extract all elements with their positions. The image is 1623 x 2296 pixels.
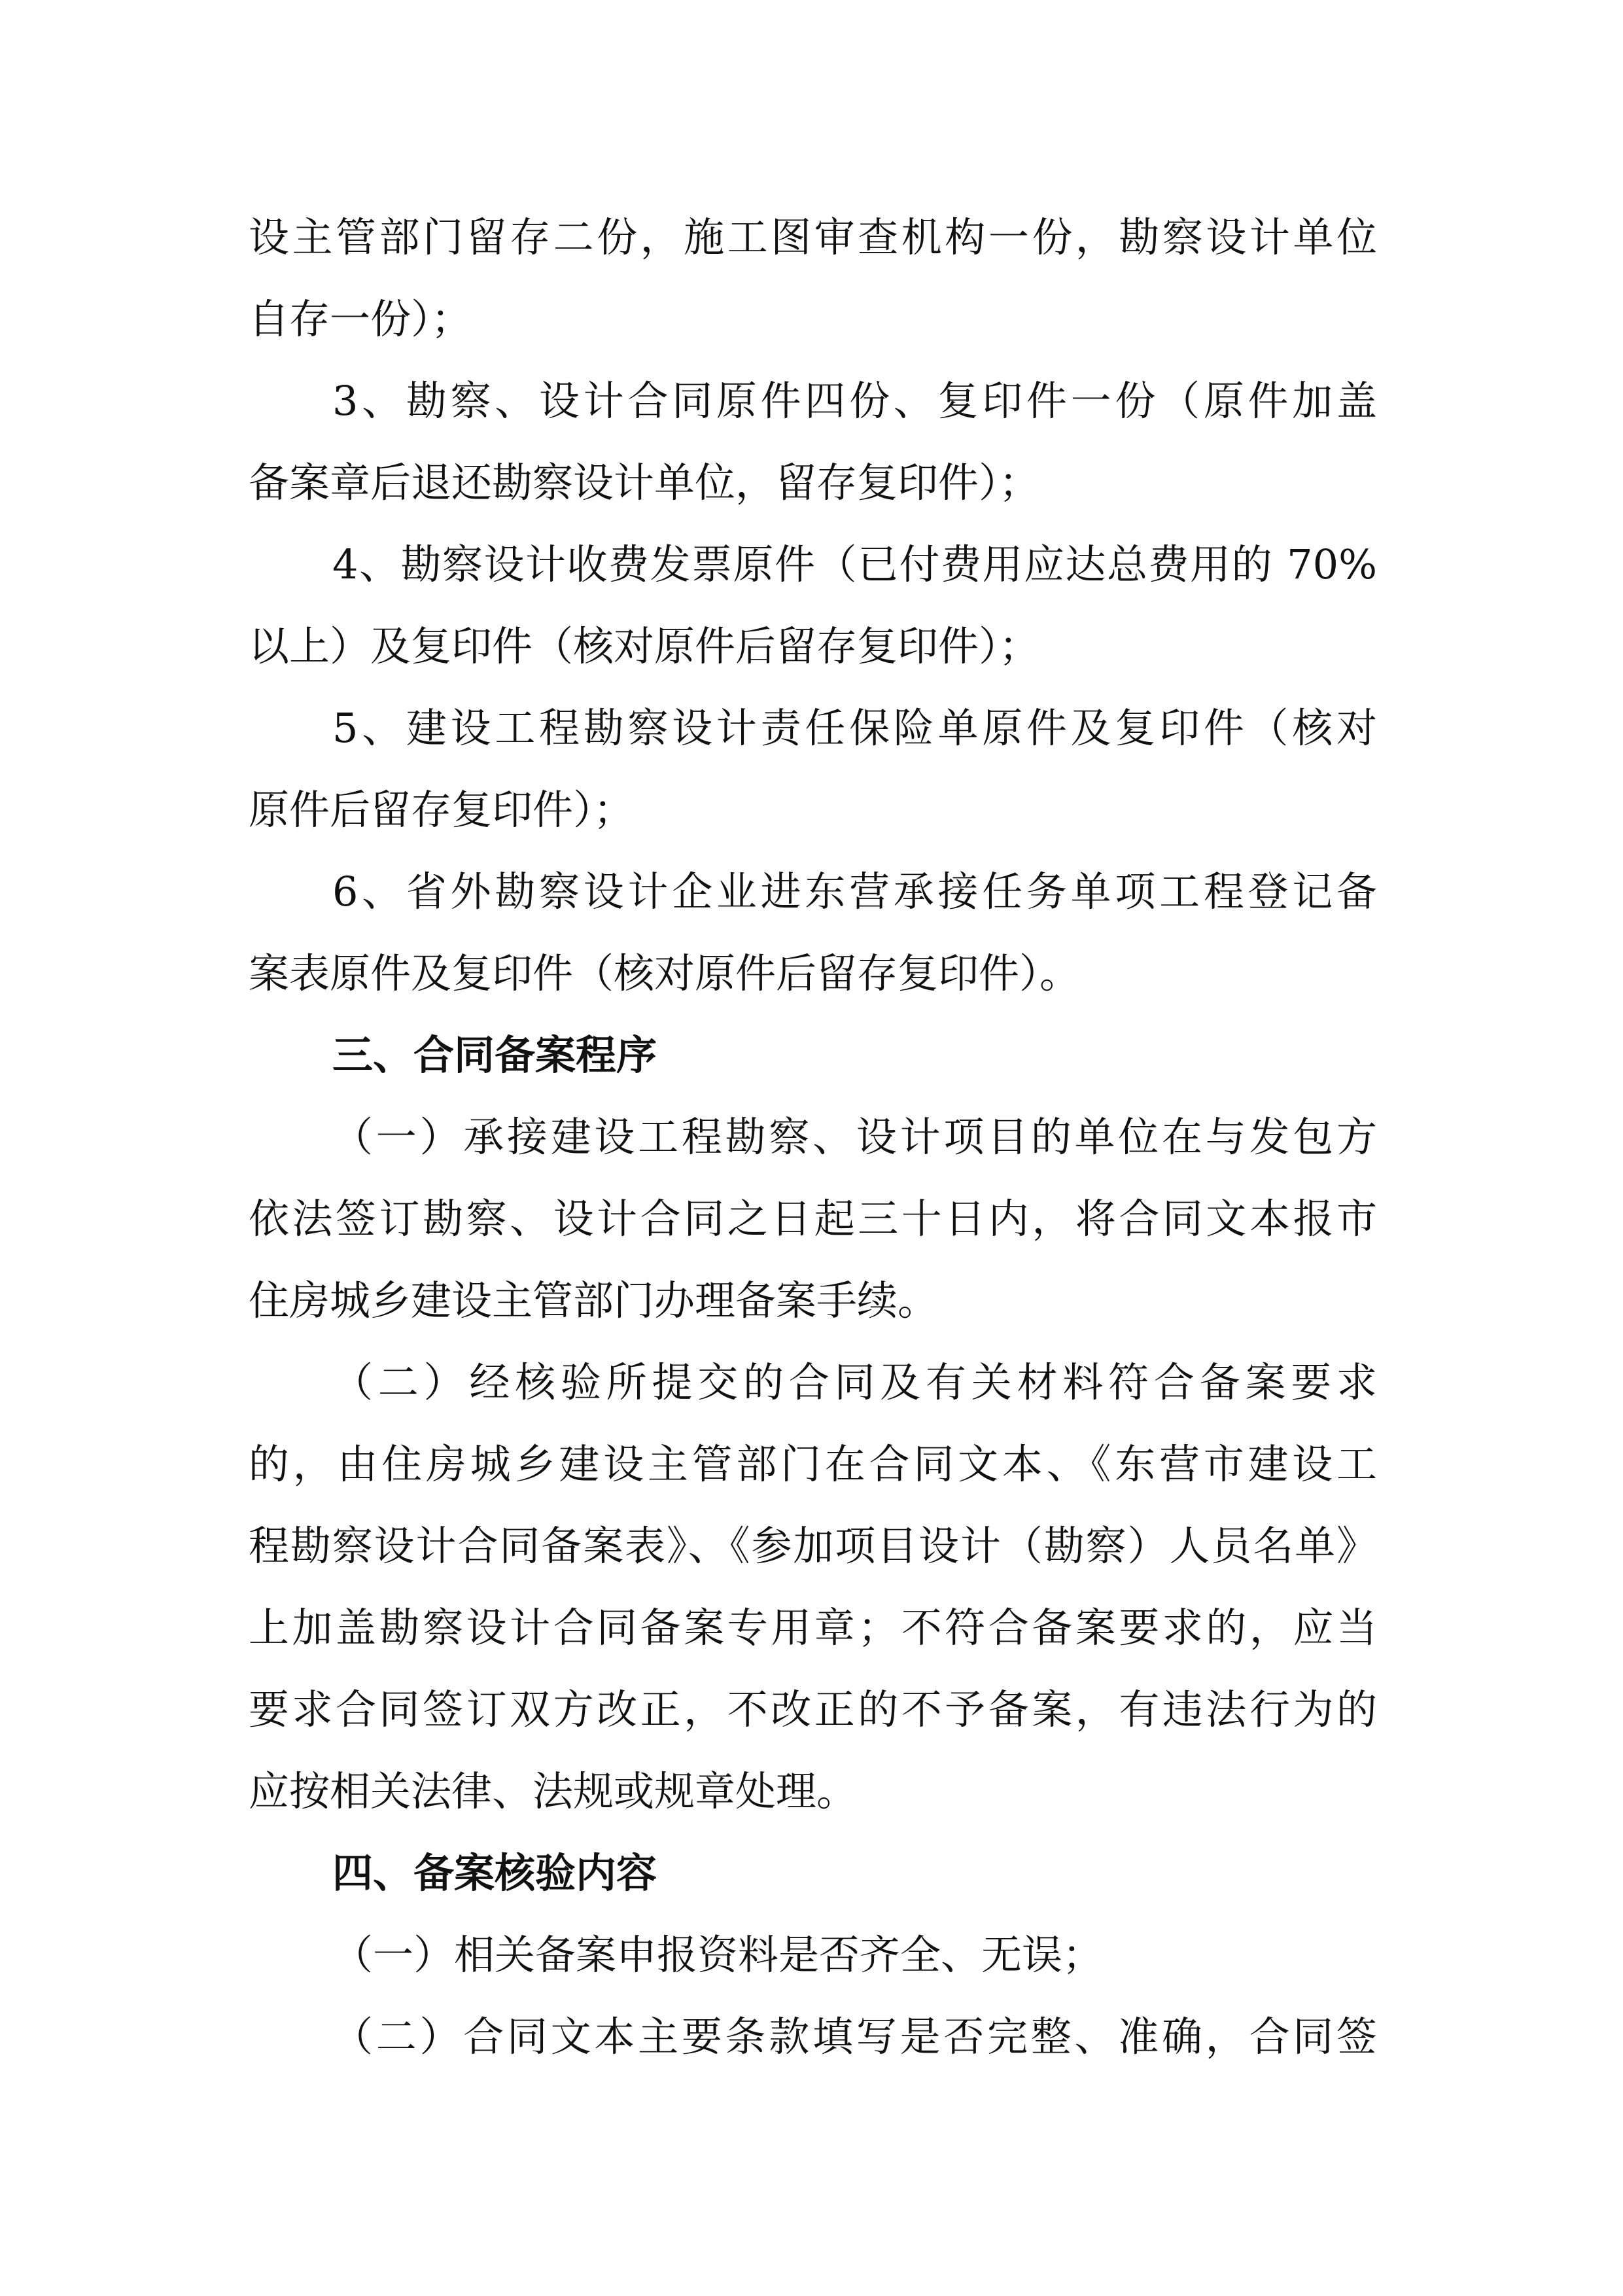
paragraph-item-4 — [249, 523, 1377, 687]
section-heading: 四、备案核验内容 — [332, 1849, 657, 1897]
text-line: 的，由住房城乡建设主管部门在合同文本、《东营市建设工 — [249, 1440, 1377, 1488]
text-line: 要求合同签订双方改正，不改正的不予备案，有违法行为的 — [249, 1686, 1377, 1733]
document-page — [249, 196, 1377, 2077]
paragraph-3-2 — [249, 1341, 1377, 1832]
text-line: 3、勘察、设计合同原件四份、复印件一份（原件加盖 — [332, 377, 1377, 425]
text-line: 案表原件及复印件（核对原件后留存复印件）。 — [249, 949, 1081, 997]
text-line: 备案章后退还勘察设计单位，留存复印件）； — [249, 459, 1040, 506]
text-line: 6、省外勘察设计企业进东营承接任务单项工程登记备 — [332, 868, 1377, 915]
section-heading: 三、合同备案程序 — [332, 1031, 657, 1079]
text-line: 5、建设工程勘察设计责任保险单原件及复印件（核对 — [332, 704, 1377, 752]
paragraph-3-1 — [249, 1096, 1377, 1341]
text-line: 程勘察设计合同备案表》、《参加项目设计（勘察）人员名单》 — [249, 1522, 1377, 1570]
text-line: （一）承接建设工程勘察、设计项目的单位在与发包方 — [332, 1113, 1377, 1161]
text-line: 住房城乡建设主管部门办理备案手续。 — [249, 1277, 939, 1324]
text-line: （二）合同文本主要条款填写是否完整、准确，合同签 — [332, 2013, 1377, 2060]
text-line: 上加盖勘察设计合同备案专用章；不符合备案要求的，应当 — [249, 1604, 1377, 1651]
text-line: 设主管部门留存二份，施工图审查机构一份，勘察设计单位 — [249, 213, 1377, 261]
text-line: 4、勘察设计收费发票原件（已付费用应达总费用的 70% — [332, 540, 1377, 588]
text-line: （二）经核验所提交的合同及有关材料符合备案要求 — [332, 1358, 1377, 1406]
text-line: 以上）及复印件（核对原件后留存复印件）； — [249, 622, 1040, 670]
paragraph-item-3 — [249, 360, 1377, 523]
text-line: （一）相关备案申报资料是否齐全、无误； — [332, 1931, 1104, 1979]
text-line: 自存一份）； — [249, 295, 472, 343]
paragraph-continuation — [249, 196, 1377, 360]
paragraph-item-6 — [249, 851, 1377, 1014]
paragraph-item-5 — [249, 687, 1377, 851]
paragraph-4-1 — [249, 1914, 1377, 1996]
paragraph-4-2 — [249, 1996, 1377, 2077]
text-line: 依法签订勘察、设计合同之日起三十日内，将合同文本报市 — [249, 1195, 1377, 1243]
text-line: 应按相关法律、法规或规章处理。 — [249, 1767, 858, 1815]
text-line: 原件后留存复印件）； — [249, 786, 635, 834]
